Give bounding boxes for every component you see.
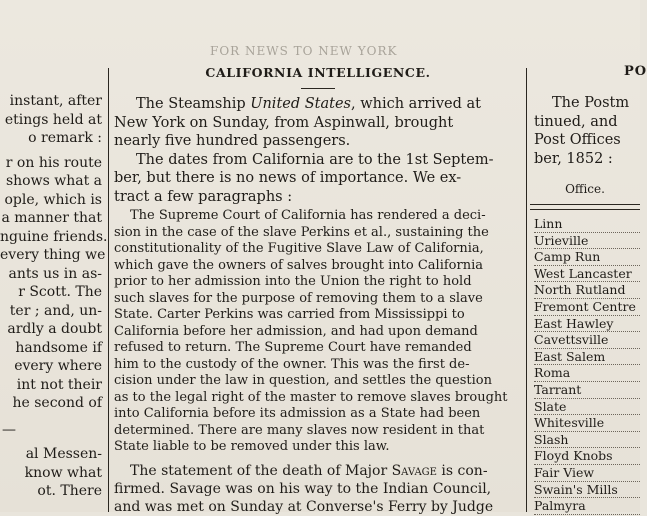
left-line: nguine friends. [0, 228, 108, 245]
right-line: Post Offices [534, 132, 621, 148]
left-line: ardly a doubt [7, 321, 102, 337]
extract-line: as to the legal right of the master to remove slaves brought [114, 389, 508, 405]
left-line: he second of [12, 395, 102, 411]
left-column [0, 62, 108, 512]
quoted-extract-2 [114, 462, 522, 516]
extract-line: him to the custody of the owner. This was the first de- [114, 356, 470, 372]
office-column-label: Office. [565, 182, 605, 196]
article-column [114, 62, 522, 515]
list-item: Palmyra [534, 498, 640, 515]
extract-line: and was met on Sunday at Converse's Ferry by Judge [114, 498, 494, 515]
left-line: ople, which is [4, 191, 102, 208]
list-item: Floyd Knobs [534, 448, 640, 465]
left-line: int not their [16, 376, 102, 393]
article-line: The Steamship United States, which arrived at [136, 96, 481, 112]
left-line: ot. There [37, 483, 102, 499]
left-line: o remark : [28, 130, 102, 146]
extract-line: refused to return. The Supreme Court have remanded [114, 340, 472, 355]
list-item: Roma [534, 365, 640, 382]
article-line: tract a few paragraphs : [114, 188, 293, 205]
list-item: West Lancaster [534, 266, 640, 283]
list-item: Slate [534, 399, 640, 416]
extract-line: firmed. Savage was on his way to the Indian Council, [114, 480, 492, 497]
article-line: The dates from California are to the 1st Septem- [136, 151, 494, 168]
list-item: Fair View [534, 465, 640, 482]
extract-line: which gave the owners of salves brought into California [114, 257, 483, 273]
extract-line: such slaves for the purpose of removing them to a slave [114, 290, 483, 306]
column-divider-right [526, 68, 527, 512]
left-line: al Messen- [25, 446, 102, 462]
extract-line: State. Carter Perkins was carried from Mississippi to [114, 307, 465, 322]
list-item: North Rutland [534, 282, 640, 299]
left-line: every where [14, 358, 102, 374]
faded-header-text: FOR NEWS TO NEW YORK [210, 44, 398, 58]
quoted-extract [114, 208, 522, 456]
list-item: Linn [534, 216, 640, 233]
extract-line: The statement of the death of Major Savage is con- [130, 462, 488, 479]
list-item: Camp Run [534, 249, 640, 266]
right-column [530, 62, 647, 514]
left-line: instant, after [9, 93, 102, 109]
right-line: tinued, and [534, 113, 618, 130]
extract-line: sion in the case of the slave Perkins et al., sustaining the [114, 224, 489, 240]
left-line: know what [24, 464, 102, 481]
faded-header-strip [0, 0, 640, 60]
right-line: ber, 1852 : [534, 150, 613, 167]
list-item: Tarrant [534, 382, 640, 399]
left-line: r Scott. The [18, 284, 102, 300]
extract-line: The Supreme Court of California has rendered a deci- [130, 208, 486, 223]
extract-line: cision under the law in question, and settles the question [114, 373, 492, 388]
post-office-list [530, 216, 640, 515]
extract-line: California before her admission, and had upon demand [114, 323, 478, 339]
article-line: New York on Sunday, from Aspinwall, brought [114, 114, 454, 131]
extract-line: State liable to be removed under this law. [114, 439, 390, 454]
right-line: The Postm [552, 95, 630, 111]
left-line: shows what a [5, 173, 102, 189]
right-body [530, 94, 640, 168]
left-line: ter ; and, un- [9, 302, 102, 319]
article-heading: CALIFORNIA INTELLIGENCE. [205, 65, 431, 80]
list-item: East Salem [534, 349, 640, 366]
extract-line: constitutionality of the Fugitive Slave Law of California, [114, 241, 484, 256]
left-line: handsome if [15, 339, 102, 356]
list-item: Urieville [534, 233, 640, 250]
extract-line: determined. There are many slaves now resident in that [114, 422, 485, 438]
left-line: ants us in as- [8, 265, 102, 282]
list-item: Fremont Centre [534, 299, 640, 316]
right-heading: PO [624, 64, 647, 79]
table-rule [530, 204, 640, 210]
article-line: nearly five hundred passengers. [114, 133, 351, 149]
heading-rule [301, 88, 335, 89]
list-item: Slash [534, 432, 640, 449]
left-dash: — [2, 421, 16, 438]
left-line: r on his route [5, 154, 102, 171]
article-line: ber, but there is no news of importance. We ex- [114, 170, 462, 186]
list-item: Whitesville [534, 415, 640, 432]
left-line: a manner that [1, 210, 102, 226]
column-divider-left [108, 68, 109, 512]
list-item: East Hawley [534, 316, 640, 333]
left-line: etings held at [4, 111, 102, 128]
left-line: every thing we [0, 247, 106, 263]
list-item: Swain's Mills [534, 482, 640, 499]
extract-line: prior to her admission into the Union the right to hold [114, 274, 472, 289]
list-item: Cavettsville [534, 332, 640, 349]
extract-line: into California before its admission as a State had been [114, 406, 481, 421]
